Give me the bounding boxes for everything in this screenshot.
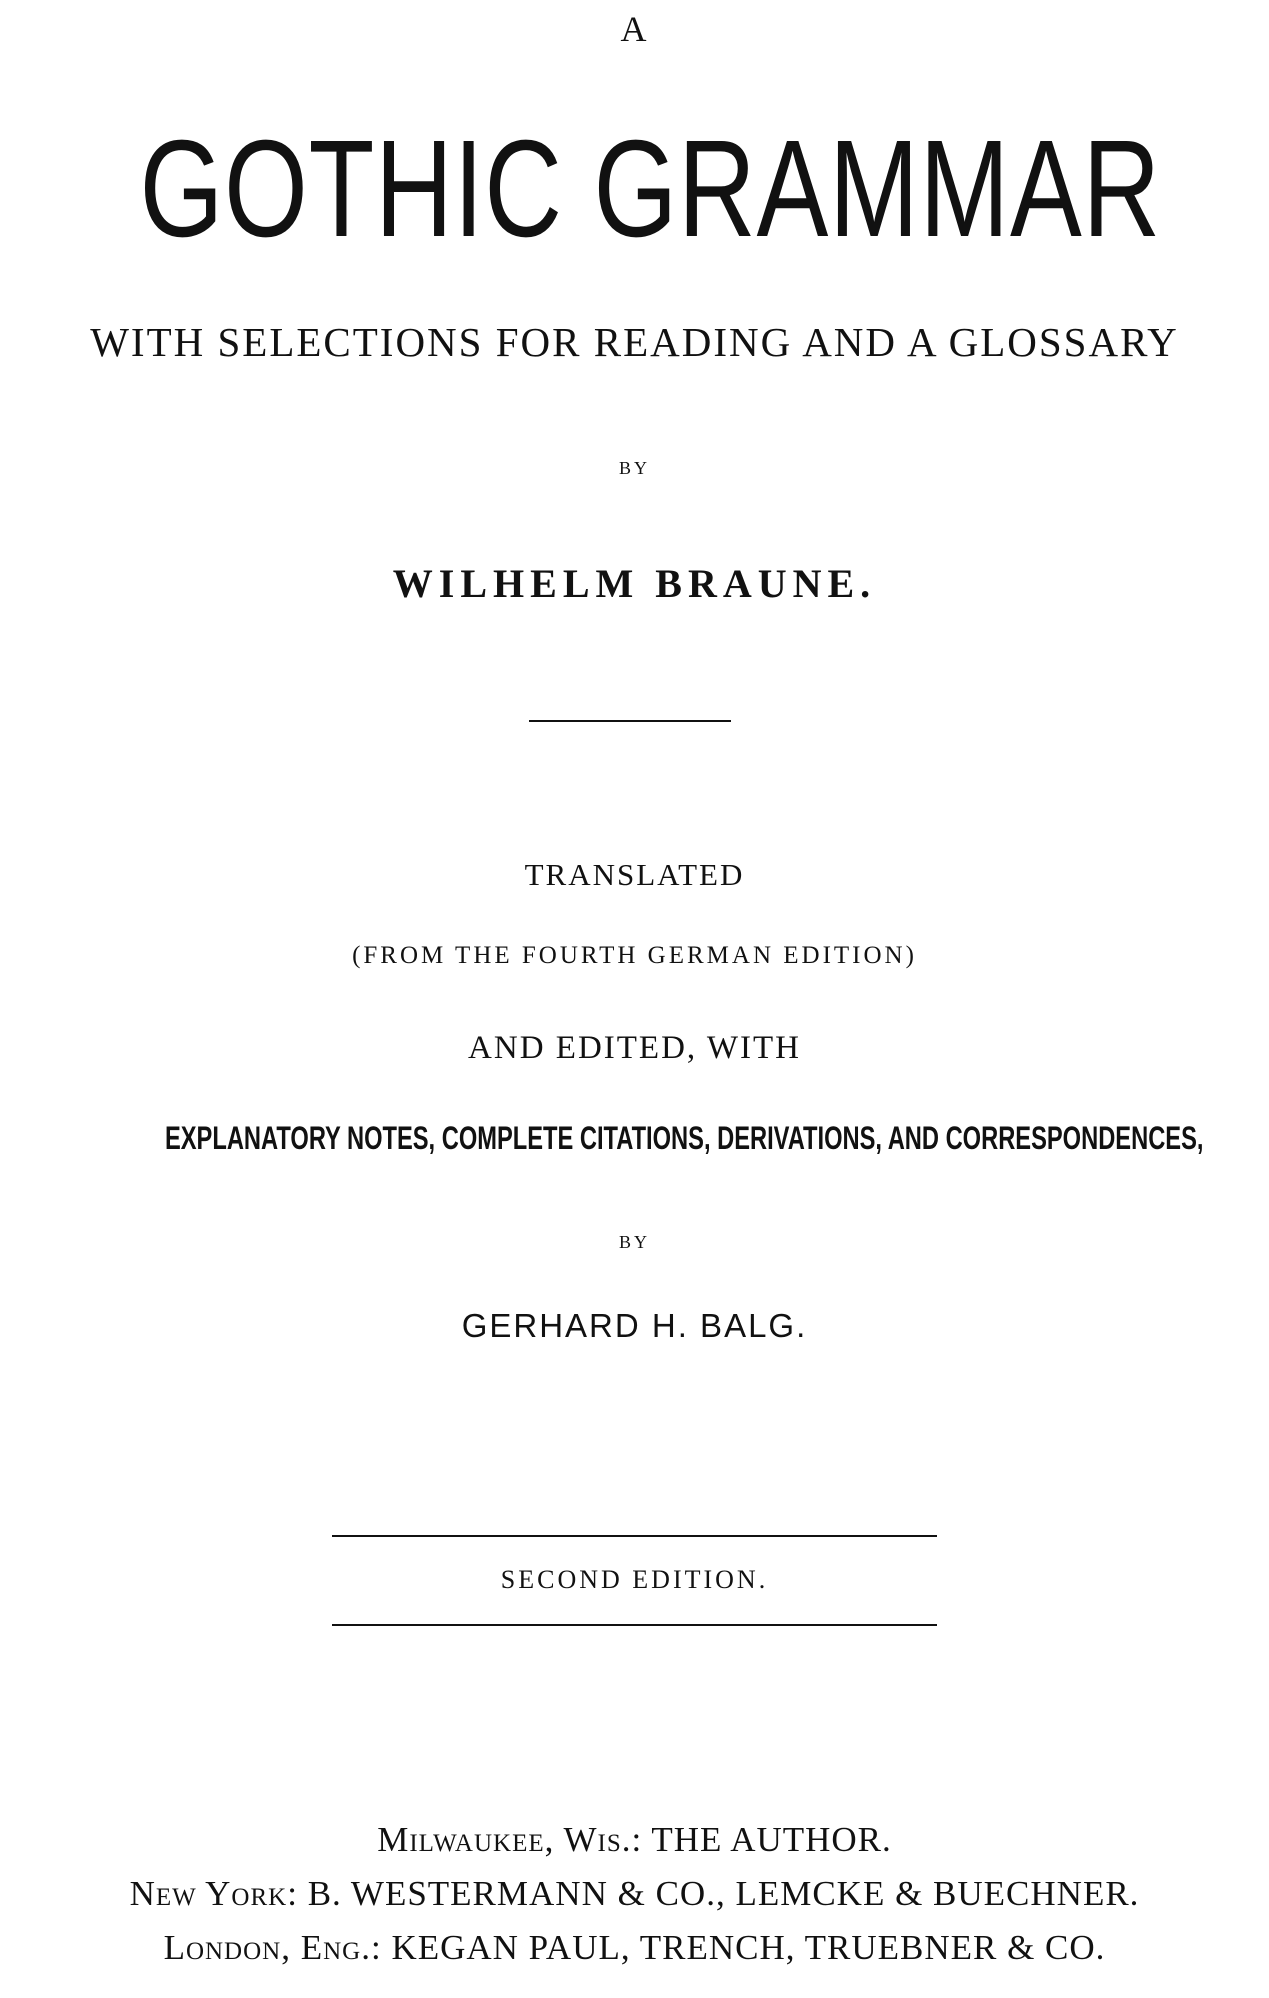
imprint-place: New York:	[129, 1874, 298, 1913]
edition-contents-line: EXPLANATORY NOTES, COMPLETE CITATIONS, DERIVATIONS, AND CORRESPONDENCES,	[164, 1120, 1204, 1156]
imprint-line-milwaukee	[0, 1820, 1269, 1860]
source-edition-note: (FROM THE FOURTH GERMAN EDITION)	[352, 942, 917, 969]
edition-label: SECOND EDITION.	[500, 1565, 769, 1594]
subtitle: WITH SELECTIONS FOR READING AND A GLOSSARY	[90, 319, 1179, 365]
imprint-place: Milwaukee, Wis.:	[377, 1820, 643, 1859]
short-divider	[529, 720, 731, 722]
title-article: A	[620, 9, 649, 49]
edition-top-rule	[332, 1535, 937, 1537]
imprint-line-new-york	[0, 1874, 1269, 1914]
imprint-line-london	[0, 1928, 1269, 1968]
translator-name: GERHARD H. BALG.	[461, 1307, 808, 1344]
imprint-publishers: KEGAN PAUL, TRENCH, TRUEBNER & CO.	[391, 1928, 1106, 1967]
edition-bottom-rule	[332, 1624, 937, 1626]
imprint-publishers: THE AUTHOR.	[651, 1820, 892, 1859]
main-title: GOTHIC GRAMMAR	[139, 112, 1162, 266]
imprint-publishers: B. WESTERMANN & CO., LEMCKE & BUECHNER.	[307, 1874, 1140, 1913]
by-author-label: BY	[618, 458, 650, 478]
edited-label: AND EDITED, WITH	[468, 1030, 801, 1066]
translated-label: TRANSLATED	[524, 857, 745, 892]
by-translator-label: BY	[618, 1232, 650, 1252]
author-name: WILHELM BRAUNE.	[392, 561, 877, 606]
imprint-place: London, Eng.:	[163, 1928, 382, 1967]
